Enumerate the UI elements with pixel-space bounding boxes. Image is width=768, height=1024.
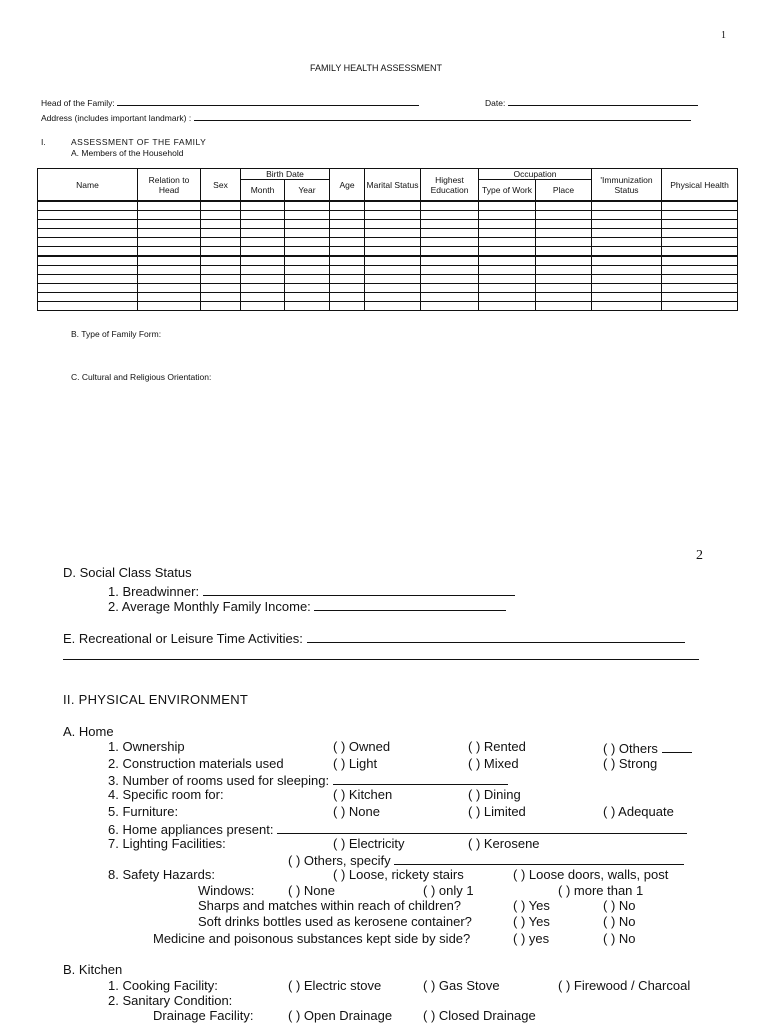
- table-cell[interactable]: [365, 211, 421, 220]
- table-cell[interactable]: [365, 275, 421, 284]
- table-cell[interactable]: [365, 293, 421, 302]
- home-title: A. Home: [63, 724, 114, 739]
- closed-drainage-option[interactable]: ( ) Closed Drainage: [423, 1008, 536, 1023]
- table-cell[interactable]: [38, 284, 138, 293]
- table-cell[interactable]: [365, 256, 421, 266]
- kitchen-option[interactable]: ( ) Kitchen: [333, 787, 393, 802]
- table-cell[interactable]: [536, 211, 592, 220]
- table-cell[interactable]: [138, 256, 201, 266]
- table-cell[interactable]: [285, 266, 330, 275]
- table-cell[interactable]: [421, 220, 479, 229]
- head-of-family-label: Head of the Family:: [41, 98, 115, 108]
- table-cell[interactable]: [536, 201, 592, 211]
- table-cell[interactable]: [479, 275, 536, 284]
- ownership-label: 1. Ownership: [108, 739, 185, 754]
- table-cell[interactable]: [662, 201, 738, 211]
- table-cell[interactable]: [38, 266, 138, 275]
- furniture-label: 5. Furniture:: [108, 804, 179, 819]
- table-row: [38, 256, 738, 266]
- table-cell[interactable]: [285, 238, 330, 247]
- table-cell[interactable]: [365, 247, 421, 257]
- table-cell[interactable]: [330, 229, 365, 238]
- table-cell[interactable]: [662, 284, 738, 293]
- table-cell[interactable]: [330, 247, 365, 257]
- table-cell[interactable]: [536, 302, 592, 311]
- col-age: Age: [330, 169, 365, 202]
- table-cell[interactable]: [138, 247, 201, 257]
- table-cell[interactable]: [201, 256, 241, 266]
- table-cell[interactable]: [201, 302, 241, 311]
- table-cell[interactable]: [138, 275, 201, 284]
- table-cell[interactable]: [241, 266, 285, 275]
- table-cell[interactable]: [38, 220, 138, 229]
- table-cell[interactable]: [479, 266, 536, 275]
- col-month: Month: [241, 180, 285, 202]
- table-cell[interactable]: [479, 211, 536, 220]
- household-members-table: [37, 168, 738, 311]
- table-cell[interactable]: [662, 256, 738, 266]
- recreation-line: [307, 629, 685, 643]
- income-label: 2. Average Monthly Family Income:: [108, 599, 311, 614]
- table-cell[interactable]: [592, 201, 662, 211]
- table-cell[interactable]: [330, 256, 365, 266]
- table-cell[interactable]: [536, 247, 592, 257]
- table-cell[interactable]: [536, 284, 592, 293]
- table-row: [38, 293, 738, 302]
- doors-option[interactable]: ( ) Loose doors, walls, post: [513, 867, 669, 882]
- others-line: [662, 739, 692, 753]
- table-cell[interactable]: [479, 284, 536, 293]
- col-physical: Physical Health: [662, 169, 738, 202]
- soft-drinks-no-option[interactable]: ( ) No: [603, 914, 636, 929]
- recreation-field[interactable]: [63, 629, 685, 646]
- table-cell[interactable]: [201, 238, 241, 247]
- table-cell[interactable]: [421, 247, 479, 257]
- table-cell[interactable]: [662, 229, 738, 238]
- table-cell[interactable]: [536, 293, 592, 302]
- table-cell[interactable]: [479, 238, 536, 247]
- section-d-title: D. Social Class Status: [63, 565, 192, 580]
- table-cell[interactable]: [592, 247, 662, 257]
- table-cell[interactable]: [38, 293, 138, 302]
- table-cell[interactable]: [365, 201, 421, 211]
- date-field[interactable]: [485, 96, 698, 108]
- table-cell[interactable]: [662, 211, 738, 220]
- table-cell[interactable]: [285, 229, 330, 238]
- table-cell[interactable]: [38, 275, 138, 284]
- table-cell[interactable]: [285, 201, 330, 211]
- col-immunization: 'Immunization Status: [592, 169, 662, 202]
- table-cell[interactable]: [241, 293, 285, 302]
- table-cell[interactable]: [201, 229, 241, 238]
- mixed-option[interactable]: ( ) Mixed: [468, 756, 519, 771]
- soft-drinks-question: Soft drinks bottles used as kerosene container?: [198, 914, 472, 929]
- windows-more-option[interactable]: ( ) more than 1: [558, 883, 644, 898]
- table-cell[interactable]: [241, 302, 285, 311]
- table-cell[interactable]: [285, 247, 330, 257]
- table-cell[interactable]: [241, 247, 285, 257]
- table-cell[interactable]: [330, 302, 365, 311]
- table-cell[interactable]: [330, 266, 365, 275]
- table-cell[interactable]: [138, 266, 201, 275]
- table-row: [38, 302, 738, 311]
- recreation-line-2[interactable]: [63, 659, 699, 660]
- table-cell[interactable]: [662, 293, 738, 302]
- table-cell[interactable]: [421, 211, 479, 220]
- owned-option[interactable]: ( ) Owned: [333, 739, 391, 754]
- subsection-c-title: C. Cultural and Religious Orientation:: [71, 372, 212, 382]
- table-cell[interactable]: [285, 293, 330, 302]
- table-cell[interactable]: [592, 211, 662, 220]
- rooms-field[interactable]: [108, 771, 508, 788]
- strong-option[interactable]: ( ) Strong: [603, 756, 658, 771]
- table-cell[interactable]: [138, 293, 201, 302]
- table-cell[interactable]: [421, 284, 479, 293]
- table-cell[interactable]: [285, 220, 330, 229]
- table-cell[interactable]: [241, 211, 285, 220]
- table-cell[interactable]: [365, 284, 421, 293]
- table-cell[interactable]: [365, 302, 421, 311]
- table-cell[interactable]: [201, 284, 241, 293]
- form-title: FAMILY HEALTH ASSESSMENT: [310, 63, 443, 73]
- table-row: [38, 275, 738, 284]
- table-cell[interactable]: [421, 293, 479, 302]
- safety-label: 8. Safety Hazards:: [108, 867, 215, 882]
- others-option[interactable]: [603, 739, 692, 756]
- col-relation: Relation to Head: [138, 169, 201, 202]
- table-cell[interactable]: [421, 266, 479, 275]
- table-cell[interactable]: [138, 302, 201, 311]
- table-cell[interactable]: [241, 256, 285, 266]
- table-cell[interactable]: [662, 238, 738, 247]
- table-cell[interactable]: [241, 238, 285, 247]
- table-cell[interactable]: [536, 229, 592, 238]
- table-cell[interactable]: [38, 238, 138, 247]
- light-option[interactable]: ( ) Light: [333, 756, 378, 771]
- table-cell[interactable]: [592, 284, 662, 293]
- table-cell[interactable]: [38, 211, 138, 220]
- lighting-others-label: ( ) Others, specify: [288, 853, 391, 868]
- col-type-of-work: Type of Work: [479, 180, 536, 202]
- table-cell[interactable]: [330, 220, 365, 229]
- table-cell[interactable]: [241, 229, 285, 238]
- table-cell[interactable]: [285, 211, 330, 220]
- firewood-option[interactable]: ( ) Firewood / Charcoal: [558, 978, 691, 993]
- table-cell[interactable]: [201, 247, 241, 257]
- cooking-label: 1. Cooking Facility:: [108, 978, 218, 993]
- kerosene-option[interactable]: ( ) Kerosene: [468, 836, 540, 851]
- table-cell[interactable]: [592, 238, 662, 247]
- table-cell[interactable]: [241, 220, 285, 229]
- table-cell[interactable]: [330, 211, 365, 220]
- table-cell[interactable]: [330, 238, 365, 247]
- table-cell[interactable]: [365, 229, 421, 238]
- appliances-line: [277, 820, 687, 834]
- subsection-b-title: B. Type of Family Form:: [71, 329, 162, 339]
- rented-option[interactable]: ( ) Rented: [468, 739, 526, 754]
- table-row: [38, 201, 738, 211]
- table-cell[interactable]: [592, 275, 662, 284]
- table-cell[interactable]: [365, 266, 421, 275]
- table-row: [38, 247, 738, 257]
- specific-room-label: 4. Specific room for:: [108, 787, 224, 802]
- col-sex: Sex: [201, 169, 241, 202]
- table-cell[interactable]: [662, 220, 738, 229]
- table-cell[interactable]: [38, 302, 138, 311]
- kitchen-title: B. Kitchen: [63, 962, 123, 977]
- section-i-title: ASSESSMENT OF THE FAMILY: [71, 137, 207, 147]
- lighting-label: 7. Lighting Facilities:: [108, 836, 226, 851]
- table-cell[interactable]: [241, 275, 285, 284]
- table-cell[interactable]: [592, 266, 662, 275]
- address-field[interactable]: [41, 111, 691, 123]
- table-cell[interactable]: [201, 293, 241, 302]
- address-line: [194, 111, 691, 121]
- lighting-others-line: [394, 851, 684, 865]
- table-cell[interactable]: [479, 293, 536, 302]
- table-cell[interactable]: [285, 302, 330, 311]
- table-cell[interactable]: [536, 275, 592, 284]
- col-occupation: Occupation: [479, 169, 592, 180]
- windows-label: Windows:: [198, 883, 255, 898]
- date-label: Date:: [485, 98, 506, 108]
- table-cell[interactable]: [421, 302, 479, 311]
- table-cell[interactable]: [285, 275, 330, 284]
- table-cell[interactable]: [662, 266, 738, 275]
- table-cell[interactable]: [592, 302, 662, 311]
- recreation-label: E. Recreational or Leisure Time Activities:: [63, 631, 303, 646]
- table-cell[interactable]: [421, 229, 479, 238]
- page-number-1: 1: [721, 30, 726, 41]
- table-cell[interactable]: [241, 201, 285, 211]
- soft-drinks-yes-option[interactable]: ( ) Yes: [513, 914, 550, 929]
- table-cell[interactable]: [421, 238, 479, 247]
- table-cell[interactable]: [536, 266, 592, 275]
- table-cell[interactable]: [330, 201, 365, 211]
- table-cell[interactable]: [365, 238, 421, 247]
- medicine-question: Medicine and poisonous substances kept side by side?: [153, 931, 471, 946]
- breadwinner-label: 1. Breadwinner:: [108, 584, 200, 599]
- sharps-question: Sharps and matches within reach of children?: [198, 898, 462, 913]
- table-cell[interactable]: [421, 201, 479, 211]
- table-cell[interactable]: [201, 201, 241, 211]
- table-cell[interactable]: [592, 220, 662, 229]
- table-cell[interactable]: [201, 275, 241, 284]
- dining-option[interactable]: ( ) Dining: [468, 787, 521, 802]
- drainage-label: Drainage Facility:: [153, 1008, 254, 1023]
- table-cell[interactable]: [38, 247, 138, 257]
- page-number-2: 2: [696, 548, 703, 563]
- others-label: ( ) Others: [603, 741, 658, 756]
- lighting-others-option[interactable]: [288, 851, 684, 868]
- table-row: [38, 238, 738, 247]
- table-cell[interactable]: [479, 256, 536, 266]
- income-line: [314, 597, 506, 611]
- table-cell[interactable]: [138, 229, 201, 238]
- table-cell[interactable]: [138, 284, 201, 293]
- table-cell[interactable]: [330, 293, 365, 302]
- windows-one-option[interactable]: ( ) only 1: [423, 883, 474, 898]
- col-place: Place: [536, 180, 592, 202]
- sanitary-label: 2. Sanitary Condition:: [108, 993, 233, 1008]
- table-cell[interactable]: [592, 256, 662, 266]
- col-year: Year: [285, 180, 330, 202]
- appliances-label: 6. Home appliances present:: [108, 822, 274, 837]
- windows-none-option[interactable]: ( ) None: [288, 883, 335, 898]
- head-of-family-line: [117, 96, 419, 106]
- medicine-no-option[interactable]: ( ) No: [603, 931, 636, 946]
- col-marital: Marital Status: [365, 169, 421, 202]
- section-i-numeral: I.: [41, 137, 46, 147]
- table-cell[interactable]: [138, 220, 201, 229]
- construction-label: 2. Construction materials used: [108, 756, 284, 771]
- table-cell[interactable]: [479, 220, 536, 229]
- date-line: [508, 96, 698, 106]
- col-birth-date: Birth Date: [241, 169, 330, 180]
- electricity-option[interactable]: ( ) Electricity: [333, 836, 405, 851]
- head-of-family-field[interactable]: [41, 96, 419, 108]
- table-cell[interactable]: [330, 275, 365, 284]
- appliances-field[interactable]: [108, 820, 687, 837]
- medicine-yes-option[interactable]: ( ) yes: [513, 931, 550, 946]
- furniture-limited-option[interactable]: ( ) Limited: [468, 804, 526, 819]
- col-name: Name: [38, 169, 138, 202]
- table-cell[interactable]: [421, 275, 479, 284]
- table-cell[interactable]: [592, 293, 662, 302]
- subsection-a-title: A. Members of the Household: [71, 148, 184, 158]
- table-cell[interactable]: [662, 247, 738, 257]
- table-cell[interactable]: [662, 275, 738, 284]
- table-cell[interactable]: [38, 256, 138, 266]
- table-cell[interactable]: [241, 284, 285, 293]
- electric-stove-option[interactable]: ( ) Electric stove: [288, 978, 382, 993]
- table-cell[interactable]: [536, 256, 592, 266]
- table-cell[interactable]: [592, 229, 662, 238]
- table-cell[interactable]: [201, 220, 241, 229]
- table-cell[interactable]: [38, 229, 138, 238]
- col-education: Highest Education: [421, 169, 479, 202]
- furniture-none-option[interactable]: ( ) None: [333, 804, 380, 819]
- table-cell[interactable]: [138, 238, 201, 247]
- furniture-adequate-option[interactable]: ( ) Adequate: [603, 804, 674, 819]
- income-field[interactable]: [108, 597, 506, 614]
- table-row: [38, 229, 738, 238]
- sharps-yes-option[interactable]: ( ) Yes: [513, 898, 550, 913]
- table-cell[interactable]: [421, 256, 479, 266]
- rooms-line: [333, 771, 508, 785]
- table-cell[interactable]: [138, 201, 201, 211]
- table-cell[interactable]: [662, 302, 738, 311]
- address-label: Address (includes important landmark) :: [41, 113, 192, 123]
- table-cell[interactable]: [536, 238, 592, 247]
- table-row: [38, 220, 738, 229]
- table-cell[interactable]: [479, 247, 536, 257]
- table-row: [38, 284, 738, 293]
- table-row: [38, 211, 738, 220]
- table-body: [38, 201, 738, 311]
- section-ii-title: II. PHYSICAL ENVIRONMENT: [63, 692, 249, 707]
- open-drainage-option[interactable]: ( ) Open Drainage: [288, 1008, 393, 1023]
- table-cell[interactable]: [285, 256, 330, 266]
- table-cell[interactable]: [330, 284, 365, 293]
- table-cell[interactable]: [201, 211, 241, 220]
- table-cell[interactable]: [365, 220, 421, 229]
- table-cell[interactable]: [479, 302, 536, 311]
- table-cell[interactable]: [138, 211, 201, 220]
- rooms-label: 3. Number of rooms used for sleeping:: [108, 773, 330, 788]
- breadwinner-line: [203, 582, 515, 596]
- table-cell[interactable]: [38, 201, 138, 211]
- gas-stove-option[interactable]: ( ) Gas Stove: [423, 978, 500, 993]
- table-cell[interactable]: [479, 229, 536, 238]
- table-cell[interactable]: [285, 284, 330, 293]
- table-cell[interactable]: [201, 266, 241, 275]
- sharps-no-option[interactable]: ( ) No: [603, 898, 636, 913]
- table-cell[interactable]: [479, 201, 536, 211]
- stairs-option[interactable]: ( ) Loose, rickety stairs: [333, 867, 464, 882]
- table-cell[interactable]: [536, 220, 592, 229]
- table-row: [38, 266, 738, 275]
